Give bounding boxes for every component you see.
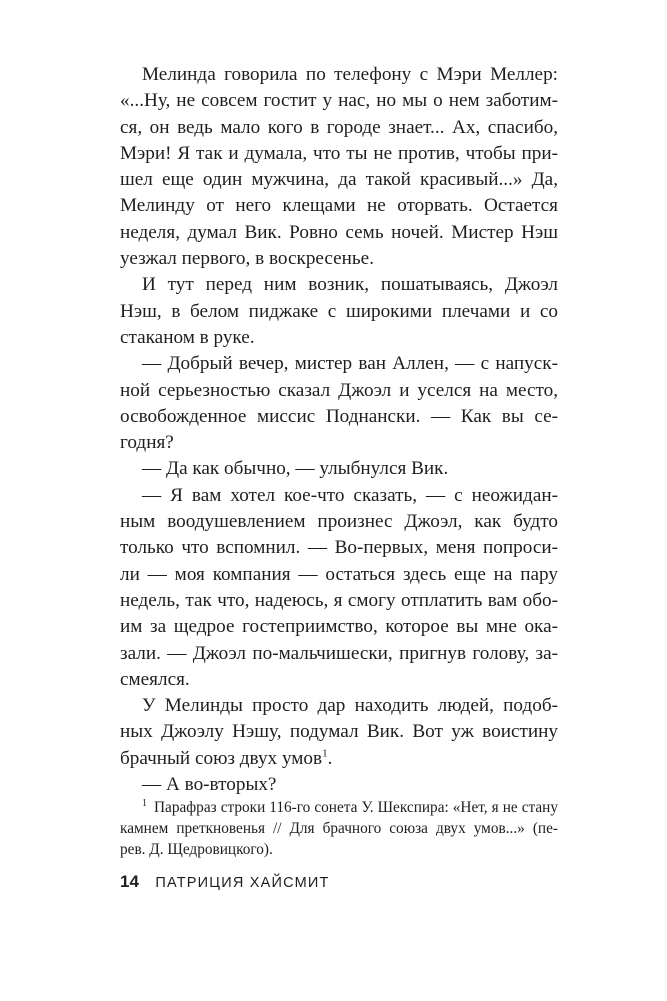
- text-line: ных Джоэлу Нэшу, подумал Вик. Вот уж воистину: [120, 721, 558, 743]
- text-line: освобожденное миссис Поднански. — Как вы се-: [120, 405, 558, 427]
- text-line: — Я вам хотел кое-что сказать, — с неожидан-: [142, 484, 558, 506]
- text-line: И тут перед ним возник, пошатываясь, Джоэл: [142, 274, 558, 296]
- text-line-with-footnote-ref: [120, 746, 558, 772]
- page-number: 14: [120, 872, 139, 891]
- text-line: ным воодушевлением произнес Джоэл, как будто: [120, 511, 558, 533]
- running-head-author: ПАТРИЦИЯ ХАЙСМИТ: [155, 875, 330, 891]
- text-line: «...Ну, не совсем гостит у нас, но мы о нем заботим-: [120, 90, 558, 112]
- footnote: [120, 797, 558, 860]
- text-line: им за щедрое гостеприимство, которое вы мне ока-: [120, 616, 558, 638]
- text-line: неделя, думал Вик. Ровно семь ночей. Мистер Нэш: [120, 221, 558, 243]
- text-line: зали. — Джоэл по-мальчишески, пригнув голову, за-: [120, 642, 558, 664]
- text-line: годня?: [120, 432, 174, 454]
- text-line: — Добрый вечер, мистер ван Аллен, — с напуск-: [142, 353, 558, 375]
- text-line: Мелинду от него клещами не оторвать. Остается: [120, 195, 558, 217]
- text-line: недель, так что, надеюсь, я смогу отплатить вам обо-: [120, 589, 558, 611]
- text-line: ной серьезностью сказал Джоэл и уселся на место,: [120, 379, 558, 401]
- page-footer: [120, 872, 330, 892]
- text-line: шел еще один мужчина, да такой красивый...» Да,: [120, 169, 558, 191]
- text-line: смеялся.: [120, 668, 190, 690]
- text-line: — А во-вторых?: [142, 774, 277, 796]
- body-text: [120, 62, 558, 798]
- text-line: Мэри! Я так и думала, что ты не против, чтобы при-: [120, 142, 558, 164]
- text-line: ся, он ведь мало кого в городе знает... Ах, спасибо,: [120, 116, 558, 138]
- footnote-reference: 1: [322, 747, 328, 760]
- text-line: уезжал первого, в воскресенье.: [120, 248, 375, 270]
- text-line: — Да как обычно, — улыбнулся Вик.: [142, 458, 449, 480]
- text-line: Нэш, в белом пиджаке с широкими плечами и со: [120, 300, 558, 322]
- text-line: только что вспомнил. — Во-первых, меня попроси-: [120, 537, 558, 559]
- footnote-line: [120, 797, 558, 818]
- text-fragment: брачный союз двух умов: [120, 747, 323, 769]
- text-line: ли — моя компания — остаться здесь еще на пару: [120, 563, 558, 585]
- footnote-mark: 1: [142, 797, 147, 809]
- footnote-line: камнем преткновенья // Для брачного союза двух умов...» (пе-: [120, 820, 558, 837]
- text-line: Мелинда говорила по телефону с Мэри Меллер:: [142, 64, 558, 85]
- text-line: стаканом в руке.: [120, 326, 255, 348]
- footnote-text: Парафраз строки 116-го сонета У. Шекспира: «Нет, я не стану: [154, 799, 558, 816]
- text-fragment: .: [327, 747, 333, 769]
- footnote-line: рев. Д. Щедровицкого).: [120, 841, 273, 858]
- text-line: У Мелинды просто дар находить людей, подоб-: [142, 695, 558, 717]
